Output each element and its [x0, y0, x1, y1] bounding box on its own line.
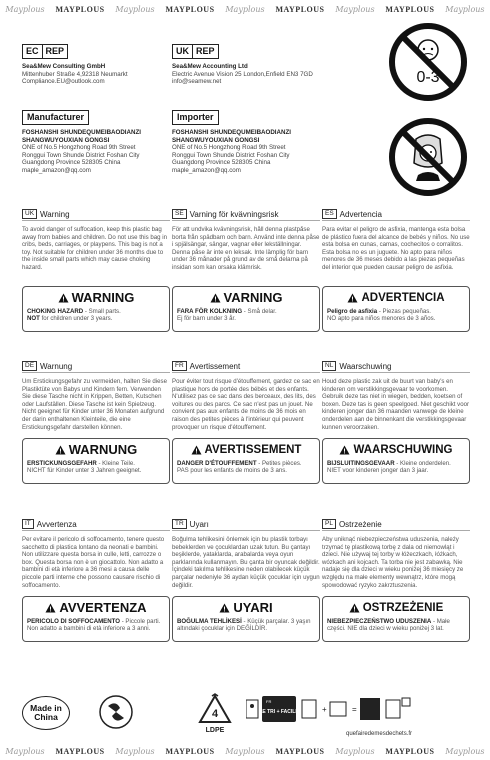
manufacturer-block [22, 110, 172, 175]
warning-body: Per evitare il pericolo di soffocamento, tenere questo sacchetto di plastica lontano da neonati e bambini. Non utilizzare questa borsa in culle, letti, carrozze o box. Questa borsa non è un giocattolo. Non adatto a bambini di età inferiore a 36 mesi a causa delle piccole parti interne che possono causare rischio di soffocamento. [22, 536, 165, 589]
svg-text:FR: FR [266, 699, 272, 704]
language-code: SE [172, 209, 187, 219]
warning-heading [322, 209, 470, 221]
brand-logo: Mayplous [115, 4, 155, 14]
address-line: ONE of No.5 Hongzhong Road 9th Street [22, 144, 136, 152]
warning-triangle-icon [219, 603, 230, 613]
brand-logo: Mayplous [445, 4, 485, 14]
warning-label-desc: NIEBEZPIECZEŃSTWO UDUSZENIA - Małe części. NIE dla dzieci w wieku poniżej 3 lat. [327, 618, 450, 633]
ec-rep-label: EC REP [22, 44, 68, 59]
warning-triangle-icon [349, 603, 360, 613]
warning-label-desc: CHOKING HAZARD - Small parts. NOT for children under 3 years. [27, 308, 121, 323]
no-bag-over-head-icon [388, 117, 468, 202]
triman-text: LE TRI + FACILE [259, 709, 299, 715]
brand-logo: MAYPLOUS [165, 4, 215, 14]
svg-text:4: 4 [211, 708, 219, 720]
warning-heading [322, 361, 470, 373]
language-code: TR [172, 519, 187, 529]
warning-section-uk [22, 209, 170, 332]
footer-icons [0, 694, 490, 737]
importer-label: Importer [172, 110, 219, 125]
warning-label-title: ADVERTENCIA [361, 291, 445, 304]
age-badge-text: 0-3 [416, 69, 440, 86]
warning-section-se [172, 209, 320, 332]
brand-logo: Mayplous [335, 4, 375, 14]
warning-heading-text: Warning [40, 209, 70, 219]
address-line: Mittenhuber Straße 4,92318 Neumarkt [22, 70, 128, 78]
warning-triangle-icon [210, 293, 221, 303]
address-line: FOSHANSHI SHUNDEQUMEIBAODIANZI [172, 129, 291, 136]
ec-rep-address [22, 63, 172, 86]
language-code: IT [22, 519, 34, 529]
language-code: NL [322, 361, 336, 371]
warning-heading [22, 209, 170, 221]
warning-label-desc: DANGER D'ÉTOUFFEMENT - Petites pièces. PAS pour les enfants de moins de 3 ans. [177, 460, 302, 475]
address-line: info@seamew.net [172, 78, 222, 86]
made-in-china-badge: Made in China [22, 696, 70, 730]
warning-label-desc: PERICOLO DI SOFFOCAMENTO - Piccole parti. Non adatto a bambini di età inferiore a 3 anni. [27, 618, 161, 633]
brand-logo: Mayplous [115, 746, 155, 756]
address-line: Ronggui Town Shunde District Foshan City [22, 151, 140, 159]
address-line: Sea&Mew Consulting GmbH [22, 63, 106, 70]
warning-label-title: OSTRZEŻENIE [362, 601, 444, 614]
warning-label-desc: FARA FÖR KOLKNING - Små delar. Ej för barn under 3 år. [177, 308, 277, 323]
manufacturer-label: Manufacturer [22, 110, 89, 125]
warning-heading-text: Varning för kvävningsrisk [189, 209, 279, 219]
warning-section-pl [322, 519, 470, 642]
warning-body: Boğulma tehlikesini önlemek için bu plastik torbayı bebeklerden ve çocuklardan uzak tutun. Bu çantayı beşiklerde, yataklarda, arabalarda veya oyun parklarında kullanmayın. Bu çanta bir oyuncak değildir. İçindeki takılma tehlikesine neden olabilecek küçük parçalar nedeniyle 36 aydan küçük çocuklar için uygun değildir. [172, 536, 320, 589]
warning-section-nl [322, 361, 470, 484]
uk-rep-address [172, 63, 342, 86]
warning-heading [172, 519, 320, 531]
warning-heading-text: Uyarı [189, 519, 209, 529]
warning-label-box [322, 596, 470, 642]
ec-rep-block [22, 44, 172, 86]
svg-text:+: + [322, 705, 327, 714]
warning-section-it [22, 519, 170, 642]
warning-label-box [172, 286, 320, 332]
warning-label-title: WAARSCHUWING [353, 443, 453, 456]
warning-section-fr [172, 361, 320, 484]
importer-address [172, 129, 322, 175]
language-code: DE [22, 361, 37, 371]
warning-label-desc: BOĞULMA TEHLİKESİ - Küçük parçalar. 3 yaşın altındaki çocuklar için DEĞİLDİR. [177, 618, 311, 633]
language-code: ES [322, 209, 337, 219]
warning-heading [172, 209, 320, 221]
warning-label-box [22, 286, 170, 332]
warning-heading [22, 519, 170, 531]
warning-triangle-icon [58, 293, 69, 303]
warning-label-box [322, 438, 470, 484]
warning-label-title: VARNING [223, 290, 283, 305]
warning-label-title: UYARI [233, 600, 273, 615]
language-code: UK [22, 209, 37, 219]
address-line: Electric Avenue Vision 25 London,Enfield EN3 7GD [172, 70, 313, 78]
manufacturer-address [22, 129, 172, 175]
brand-logo: MAYPLOUS [165, 746, 215, 756]
recycle-ldpe-icon [195, 692, 235, 739]
warning-label-box [22, 596, 170, 642]
address-line: maple_amazon@qq.com [22, 166, 91, 174]
brand-logo: Mayplous [225, 4, 265, 14]
address-line: SHANGWUYOUXIAN GONGSI [22, 136, 110, 144]
brand-logo: Mayplous [445, 746, 485, 756]
warning-body: Houd deze plastic zak uit de buurt van baby's en kinderen om verstikkingsgevaar te voorkomen. Gebruik deze tas niet in wiegen, bedden, koetsen of boxen. Deze tas is geen speelgoed. Niet geschikt voor kinderen jonger dan 36 maanden vanwege de kleine onderdelen aan de binnenkant die verstikkingsgevaar kunnen veroorzaken. [322, 378, 470, 431]
address-line: ONE of No.5 Hongzhong Road 9th Street [172, 144, 286, 152]
brand-logo: MAYPLOUS [275, 4, 325, 14]
warning-label-desc: ERSTICKUNGSGEFAHR - Kleine Teile. NICHT für Kinder unter 3 Jahren geeignet. [27, 460, 142, 475]
warning-body: Para evitar el peligro de asfixia, mantenga esta bolsa de plástico fuera del alcance de bebés y niños. No use esta bolsa en cunas, camas, cochecitos o corralitos. Esta bolsa no es un juguete. No apto para niños menores de 36 meses debido a las piezas pequeñas del interior que pueden causar peligro de asfixia. [322, 226, 470, 271]
warning-label-box [172, 596, 320, 642]
warning-body: Um Erstickungsgefahr zu vermeiden, halten Sie diese Plastiktüte von Babys und Kindern fern. Verwenden Sie diese Tasche nicht in Krippen, Betten, Kutschen oder Laufställen. Diese Tasche ist kein Spielzeug. Nicht geeignet für Kinder unter 36 Monaten aufgrund der darin enthaltenen Kleinteile, die eine Erstickungsgefahr darstellen können. [22, 378, 167, 431]
brand-logo: Mayplous [5, 4, 45, 14]
warning-label-box [172, 438, 320, 484]
warning-heading [172, 361, 320, 373]
warning-triangle-icon [55, 445, 66, 455]
brand-logo: Mayplous [335, 746, 375, 756]
address-line: Compliance.EU@outlook.com [22, 78, 105, 86]
importer-block [172, 110, 322, 175]
warning-label-title: AVERTISSEMENT [204, 443, 302, 456]
brand-strip-top [0, 2, 490, 16]
address-line: Ronggui Town Shunde District Foshan City [172, 151, 290, 159]
svg-text:LDPE: LDPE [205, 727, 225, 734]
language-code: PL [322, 519, 336, 529]
uk-rep-block [172, 44, 342, 86]
warning-label-desc: Peligro de asfixia - Piezas pequeñas. NO apto para niños menores de 3 años. [327, 308, 436, 323]
warning-triangle-icon [339, 445, 350, 455]
address-line: SHANGWUYOUXIAN GONGSI [172, 136, 260, 144]
warning-heading-text: Waarschuwing [339, 361, 392, 371]
warning-body: För att undvika kvävningsrisk, håll denna plastpåse borta från spädbarn och barn. Använd inte denna påse i spjälsängar, sängar, vagnar eller lekställningar. Denna påse är inte en leksak. Inte lämplig för barn under 36 månader på grund av de små delarna på insidan som kan orsaka klämrisk. [172, 226, 320, 271]
address-line: Guangdong Province 528305 China [172, 159, 271, 167]
warning-heading-text: Advertencia [339, 209, 382, 219]
brand-logo: Mayplous [225, 746, 265, 756]
address-line: Guangdong Province 528305 China [22, 159, 121, 167]
warning-label-box [322, 286, 470, 332]
warning-heading [22, 361, 170, 373]
uk-rep-label: UK REP [172, 44, 219, 59]
warning-label-title: AVVERTENZA [59, 600, 147, 615]
warning-triangle-icon [45, 603, 56, 613]
language-code: FR [172, 361, 187, 371]
brand-logo: MAYPLOUS [275, 746, 325, 756]
svg-text:=: = [352, 705, 357, 714]
warning-label-desc: BIJSLUITINGSGEVAAR - Kleine onderdelen. NIET voor kinderen jonger dan 3 jaar. [327, 460, 451, 475]
info-tri-url: quefairedemesdechets.fr [346, 731, 413, 737]
brand-logo: MAYPLOUS [385, 746, 435, 756]
triman-info-block [246, 694, 412, 737]
warning-label-box [22, 438, 170, 484]
warning-section-tr [172, 519, 320, 642]
warning-triangle-icon [191, 445, 202, 455]
warning-label-title: WARNUNG [68, 442, 138, 457]
address-line: Sea&Mew Accounting Ltd [172, 63, 248, 70]
warning-heading-text: Avertissement [189, 361, 241, 371]
warning-body: Aby uniknąć niebezpieczeństwa uduszenia, należy trzymać tę plastikową torbę z dala od niemowląt i dzieci. Nie używaj tej torby w łóżeczkach, łóżkach, wózkach ani kojcach. Ta torba nie jest zabawką. Nie nadaje się dla dzieci w wieku poniżej 36 miesięcy ze względu na małe elementy wewnątrz, które mogą spowodować ryzyko zakrztuszenia. [322, 536, 464, 589]
address-line: maple_amazon@qq.com [172, 166, 241, 174]
brand-logo: Mayplous [5, 746, 45, 756]
brand-logo: MAYPLOUS [55, 746, 105, 756]
age-prohibition-icon [388, 22, 468, 107]
brand-logo: MAYPLOUS [55, 4, 105, 14]
warning-heading-text: Warnung [40, 361, 73, 371]
warning-body: Pour éviter tout risque d'étouffement, gardez ce sac en plastique hors de portée des bébés et des enfants. N'utilisez pas ce sac dans des berceaux, des lits, des voitures ou des parcs. Ce sac n'est pas un jouet. Ne convient pas aux enfants de moins de 36 mois en raison des petites pièces à l'intérieur qui peuvent provoquer un risque d'étouffement. [172, 378, 320, 431]
warning-label-title: WARNING [71, 290, 135, 305]
warning-heading [322, 519, 470, 531]
warning-body: To avoid danger of suffocation, keep this plastic bag away from babies and children. Do not use this bag in cribs, beds, carriages, or playpens. This bag is not a toy. Not suitable for children under 36 months due to the inside small parts which may cause choking hazard. [22, 226, 167, 271]
green-dot-icon [98, 694, 134, 735]
brand-logo: MAYPLOUS [385, 4, 435, 14]
warning-heading-text: Ostrzeżenie [338, 519, 382, 529]
warning-triangle-icon [347, 293, 358, 303]
brand-strip-bottom [0, 744, 490, 758]
warning-section-de [22, 361, 170, 484]
address-line: FOSHANSHI SHUNDEQUMEIBAODIANZI [22, 129, 141, 136]
warning-section-es [322, 209, 470, 332]
warning-heading-text: Avvertenza [36, 519, 77, 529]
